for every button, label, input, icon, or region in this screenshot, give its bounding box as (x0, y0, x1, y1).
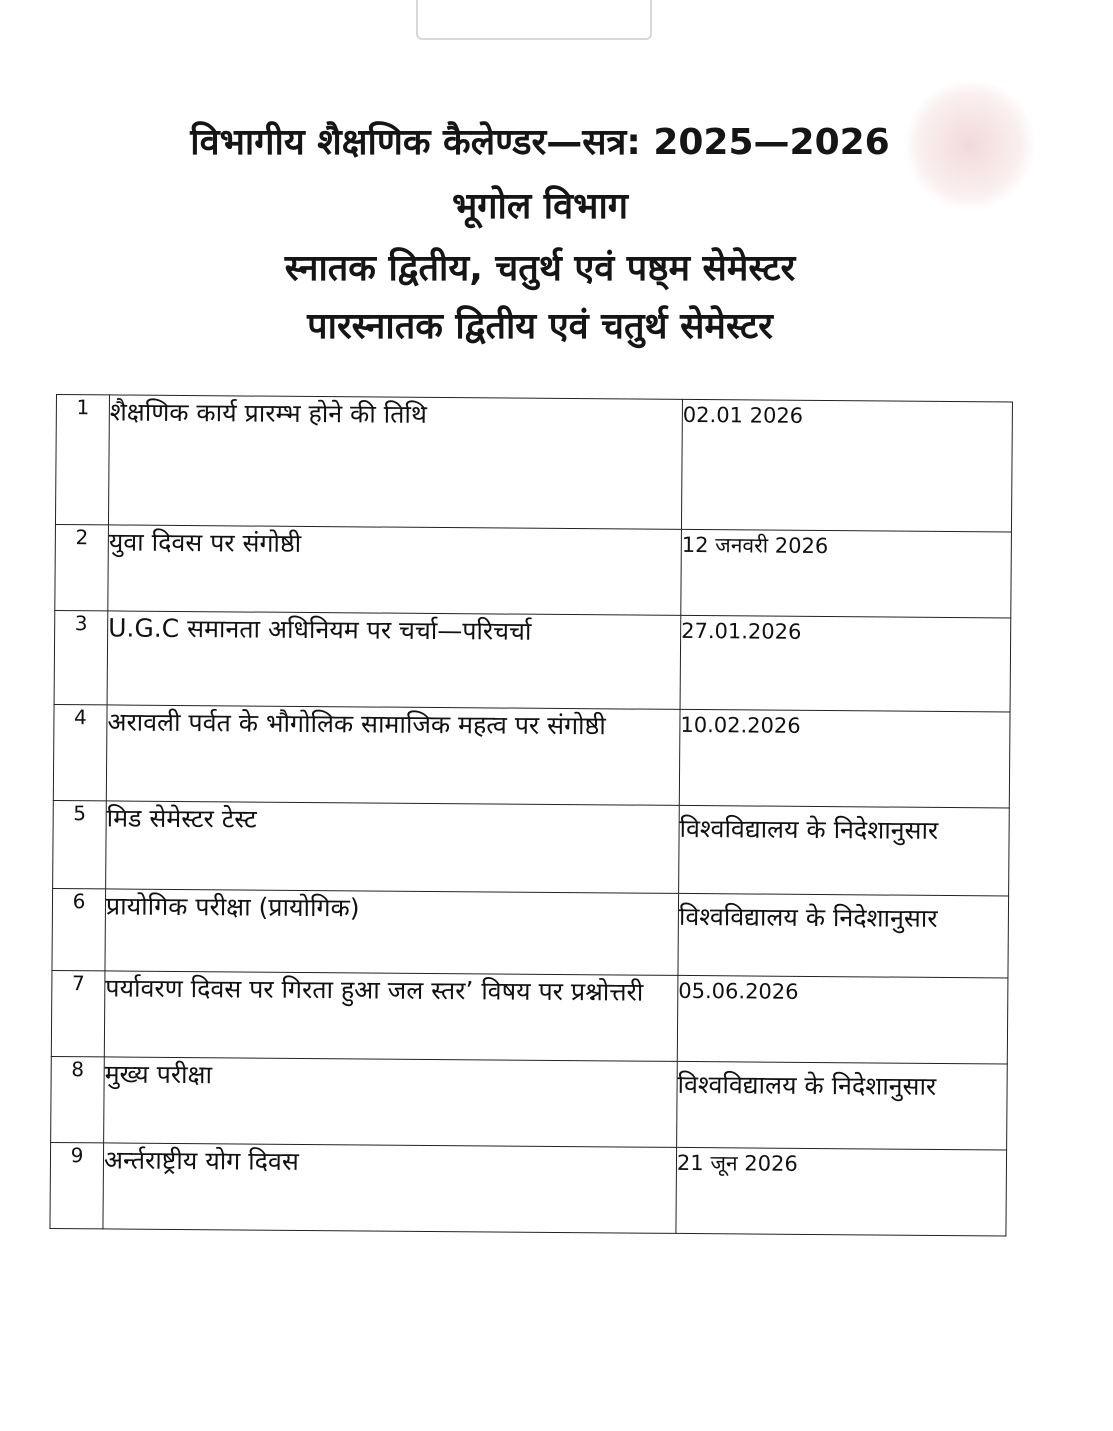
table-row (53, 704, 1010, 808)
row-number: 4 (53, 704, 107, 800)
event-date: विश्वविद्यालय के निदेशानुसार (677, 1061, 1008, 1150)
event-date: विश्वविद्यालय के निदेशानुसार (678, 893, 1009, 978)
row-number: 3 (54, 610, 108, 704)
event-date: 12 जनवरी 2026 (681, 529, 1012, 618)
scan-stamp-box (416, 0, 652, 40)
row-number: 9 (50, 1142, 104, 1228)
table-row (54, 610, 1011, 712)
row-number: 7 (51, 970, 105, 1056)
undergrad-semesters: स्नातक द्वितीय, चतुर्थ एवं पष्ठ्म सेमेस्टर (284, 248, 796, 289)
calendar-title: विभागीय शैक्षणिक कैलेण्डर—सत्र: 2025—2026 (190, 122, 890, 163)
event-description: अरावली पर्वत के भौगोलिक सामाजिक महत्व पर संगोष्ठी (106, 705, 680, 805)
table-row (55, 524, 1012, 618)
event-description: U.G.C समानता अधिनियम पर चर्चा—परिचर्चा (107, 611, 681, 709)
academic-calendar-table (49, 394, 1013, 1236)
event-description: मुख्य परीक्षा (104, 1057, 678, 1147)
event-date: 05.06.2026 (677, 975, 1008, 1064)
table-row (52, 888, 1009, 978)
event-description: अर्न्तराष्ट्रीय योग दिवस (103, 1143, 677, 1233)
event-description: पर्यावरण दिवस पर गिरता हुआ जल स्तर’ विषय पर प्रश्नोत्तरी (104, 971, 678, 1061)
table-row (55, 395, 1012, 533)
event-date: 21 जून 2026 (676, 1147, 1007, 1236)
department-name: भूगोल विभाग (451, 186, 629, 227)
row-number: 8 (51, 1056, 105, 1142)
event-description: प्रायोगिक परीक्षा (प्रायोगिक) (105, 889, 679, 975)
table-row (51, 970, 1008, 1064)
event-description: मिड सेमेस्टर टेस्ट (106, 801, 680, 893)
row-number: 5 (53, 800, 107, 888)
table-row (50, 1142, 1007, 1236)
postgrad-semesters: पारस्नातक द्वितीय एवं चतुर्थ सेमेस्टर (307, 306, 773, 347)
event-date: 10.02.2026 (679, 709, 1010, 808)
event-description: शैक्षणिक कार्य प्रारम्भ होने की तिथि (108, 395, 682, 529)
event-date: 27.01.2026 (680, 615, 1011, 712)
event-description: युवा दिवस पर संगोष्ठी (108, 525, 682, 615)
table-row (53, 800, 1010, 896)
event-date: विश्वविद्यालय के निदेशानुसार (679, 805, 1010, 896)
row-number: 2 (55, 524, 109, 610)
event-date: 02.01 2026 (681, 399, 1012, 532)
row-number: 6 (52, 888, 106, 970)
row-number: 1 (55, 395, 109, 525)
table-row (51, 1056, 1008, 1150)
